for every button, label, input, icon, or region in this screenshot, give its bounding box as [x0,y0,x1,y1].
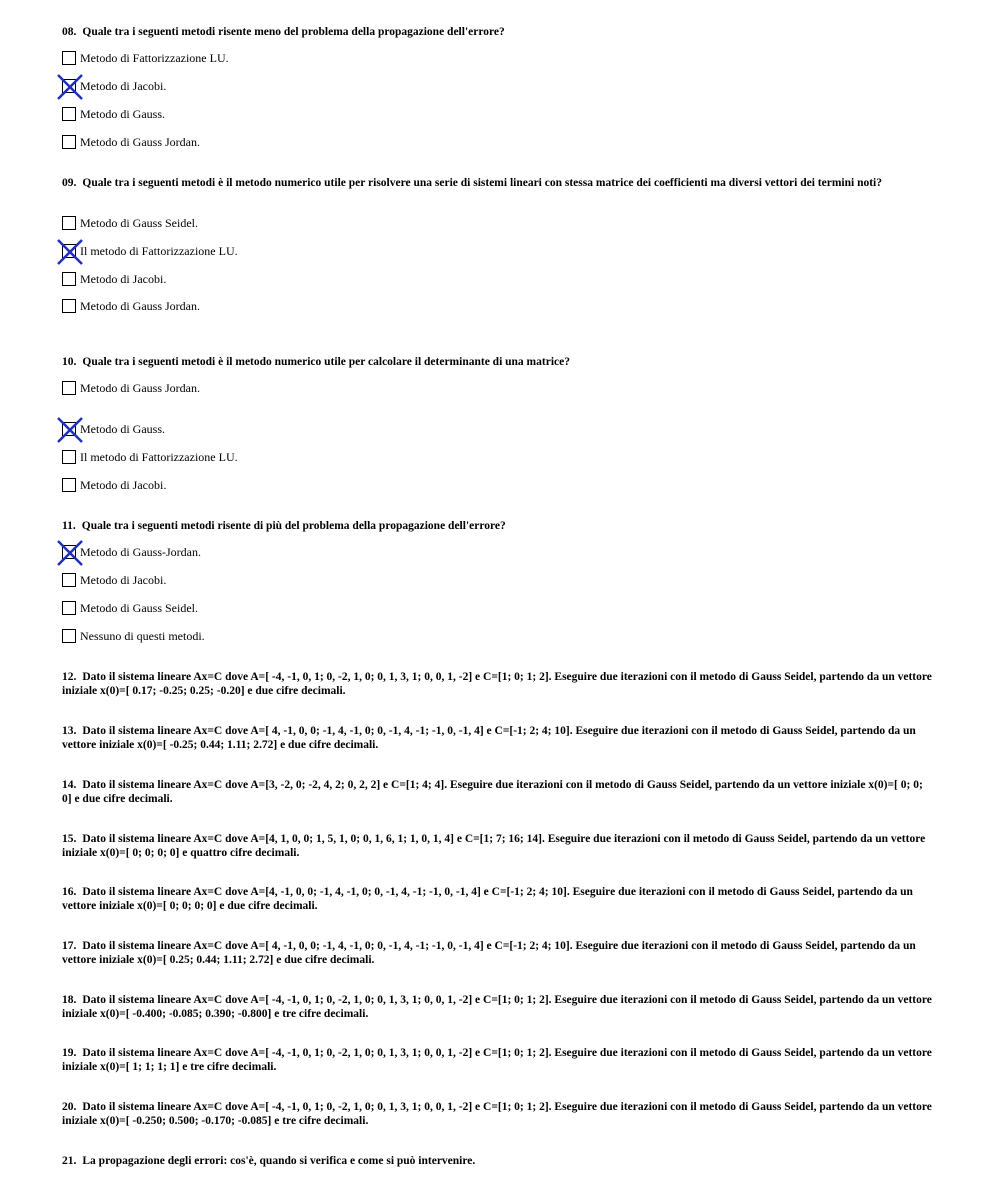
checkbox[interactable] [62,107,76,121]
question-text: Dato il sistema lineare Ax=C dove A=[ -4, -1, 0, 1; 0, -2, 1, 0; 0, 1, 3, 1; 0, 0, 1, -2] e C=[1; 0; 1; 2]. Eseguire due iterazioni con il metodo di Gauss Seidel, partendo da un vettore iniziale x(0)=[ 1; 1; 1; 1] e tre cifre decimali. [62,1047,932,1073]
question-number: 15. [62,833,77,845]
question-text: Dato il sistema lineare Ax=C dove A=[3, -2, 0; -2, 4, 2; 0, 2, 2] e C=[1; 4; 4]. Eseguire due iterazioni con il metodo di Gauss Seidel, partendo da un vettore iniziale x(0)=[ 0; 0; 0] e due cifre decimali. [62,779,923,805]
option-q10-1[interactable] [62,380,200,396]
option-label: Metodo di Jacobi. [80,572,167,587]
checkbox[interactable] [62,51,76,65]
checkbox[interactable] [62,545,76,559]
checkbox[interactable] [62,573,76,587]
question-text: Dato il sistema lineare Ax=C dove A=[ 4, -1, 0, 0; -1, 4, -1, 0; 0, -1, 4, -1; -1, 0, -1, 4] e C=[-1; 2; 4; 10]. Eseguire due iterazioni con il metodo di Gauss Seidel, partendo da un vettore iniziale x(0)=[ -0.25; 0.44; 1.11; 2.72] e due cifre decimali. [62,725,916,751]
option-label: Metodo di Gauss Jordan. [80,298,200,313]
option-q10-2[interactable] [62,421,165,437]
question-text: Dato il sistema lineare Ax=C dove A=[4, -1, 0, 0; -1, 4, -1, 0; 0, -1, 4, -1; -1, 0, -1, 4] e C=[-1; 2; 4; 10]. Eseguire due iterazioni con il metodo di Gauss Seidel, partendo da un vettore iniziale x(0)=[ 0; 0; 0; 0] e due cifre decimali. [62,886,913,912]
question-number: 11. [62,520,76,532]
question-text: Quale tra i seguenti metodi è il metodo numerico utile per calcolare il determinante di una matrice? [82,356,570,368]
check-x-icon [58,75,82,99]
check-x-icon [58,240,82,264]
option-label: Il metodo di Fattorizzazione LU. [80,449,238,464]
question-16 [62,885,932,913]
question-17 [62,939,932,967]
option-label: Metodo di Gauss Jordan. [80,134,200,149]
question-14 [62,778,932,806]
question-text: Quale tra i seguenti metodi risente di più del problema della propagazione dell'errore? [81,520,506,532]
option-q08-2[interactable] [62,78,166,94]
question-19 [62,1046,932,1074]
question-text: Quale tra i seguenti metodi risente meno del problema della propagazione dell'errore? [82,26,505,38]
option-label: Metodo di Jacobi. [80,477,167,492]
question-number: 08. [62,26,77,38]
checkbox[interactable] [62,381,76,395]
option-q11-1[interactable] [62,544,201,560]
option-q09-3[interactable] [62,271,166,287]
check-x-icon [58,541,82,565]
option-label: Metodo di Jacobi. [80,271,167,286]
question-21 [62,1154,932,1168]
option-q11-2[interactable] [62,572,166,588]
option-label: Metodo di Jacobi. [80,78,167,93]
option-q09-4[interactable] [62,298,200,314]
question-number: 13. [62,725,77,737]
option-label: Metodo di Gauss. [80,421,165,436]
checkbox[interactable] [62,216,76,230]
question-number: 18. [62,994,77,1006]
checkbox[interactable] [62,272,76,286]
checkbox[interactable] [62,244,76,258]
question-20 [62,1100,932,1128]
question-08 [62,25,932,39]
checkbox[interactable] [62,601,76,615]
option-q10-4[interactable] [62,477,166,493]
option-q08-4[interactable] [62,134,200,150]
question-text: Dato il sistema lineare Ax=C dove A=[ -4, -1, 0, 1; 0, -2, 1, 0; 0, 1, 3, 1; 0, 0, 1, -2] e C=[1; 0; 1; 2]. Eseguire due iterazioni con il metodo di Gauss Seidel, partendo da un vettore iniziale x(0)=[ -0.400; -0.085; 0.390; -0.800] e tre cifre decimali. [62,994,932,1020]
question-number: 17. [62,940,77,952]
option-label: Metodo di Gauss Seidel. [80,215,198,230]
question-number: 16. [62,886,77,898]
option-q09-1[interactable] [62,215,198,231]
question-12 [62,670,932,698]
question-10 [62,355,932,369]
question-number: 10. [62,356,77,368]
checkbox[interactable] [62,422,76,436]
question-number: 09. [62,177,77,189]
question-number: 19. [62,1047,77,1059]
option-q11-3[interactable] [62,600,198,616]
question-18 [62,993,932,1021]
checkbox[interactable] [62,629,76,643]
checkbox[interactable] [62,79,76,93]
question-13 [62,724,932,752]
check-x-icon [58,418,82,442]
checkbox[interactable] [62,478,76,492]
question-text: Dato il sistema lineare Ax=C dove A=[ -4, -1, 0, 1; 0, -2, 1, 0; 0, 1, 3, 1; 0, 0, 1, -2] e C=[1; 0; 1; 2]. Eseguire due iterazioni con il metodo di Gauss Seidel, partendo da un vettore iniziale x(0)=[ -0.250; 0.500; -0.170; -0.085] e tre cifre decimali. [62,1101,932,1127]
question-text: Dato il sistema lineare Ax=C dove A=[4, 1, 0, 0; 1, 5, 1, 0; 0, 1, 6, 1; 1, 0, 1, 4] e C=[1; 7; 16; 14]. Eseguire due iterazioni con il metodo di Gauss Seidel, partendo da un vettore iniziale x(0)=[ 0; 0; 0; 0] e quattro cifre decimali. [62,833,926,859]
question-text: Dato il sistema lineare Ax=C dove A=[ -4, -1, 0, 1; 0, -2, 1, 0; 0, 1, 3, 1; 0, 0, 1, -2] e C=[1; 0; 1; 2]. Eseguire due iterazioni con il metodo di Gauss Seidel, partendo da un vettore iniziale x(0)=[ 0.17; -0.25; 0.25; -0.20] e due cifre decimali. [62,671,932,697]
option-q11-4[interactable] [62,628,205,644]
question-number: 20. [62,1101,77,1113]
checkbox[interactable] [62,299,76,313]
checkbox[interactable] [62,450,76,464]
question-09 [62,176,932,190]
question-text: Dato il sistema lineare Ax=C dove A=[ 4, -1, 0, 0; -1, 4, -1, 0; 0, -1, 4, -1; -1, 0, -1, 4] e C=[-1; 2; 4; 10]. Eseguire due iterazioni con il metodo di Gauss Seidel, partendo da un vettore iniziale x(0)=[ 0.25; 0.44; 1.11; 2.72] e due cifre decimali. [62,940,916,966]
option-q10-3[interactable] [62,449,238,465]
option-label: Metodo di Gauss-Jordan. [80,544,201,559]
question-15 [62,832,932,860]
option-q08-3[interactable] [62,106,165,122]
question-11 [62,519,932,533]
option-label: Nessuno di questi metodi. [80,628,205,643]
checkbox[interactable] [62,135,76,149]
option-label: Metodo di Gauss Jordan. [80,380,200,395]
question-number: 14. [62,779,77,791]
question-number: 12. [62,671,77,683]
question-number: 21. [62,1155,77,1167]
question-text: La propagazione degli errori: cos'è, quando si verifica e come si può intervenire. [82,1155,476,1167]
option-label: Il metodo di Fattorizzazione LU. [80,243,238,258]
option-label: Metodo di Gauss Seidel. [80,600,198,615]
option-label: Metodo di Gauss. [80,106,165,121]
option-q08-1[interactable] [62,50,229,66]
option-q09-2[interactable] [62,243,238,259]
option-label: Metodo di Fattorizzazione LU. [80,50,229,65]
question-text: Quale tra i seguenti metodi è il metodo numerico utile per risolvere una serie di sistemi lineari con stessa matrice dei coefficienti ma diversi vettori dei termini noti? [82,177,882,189]
